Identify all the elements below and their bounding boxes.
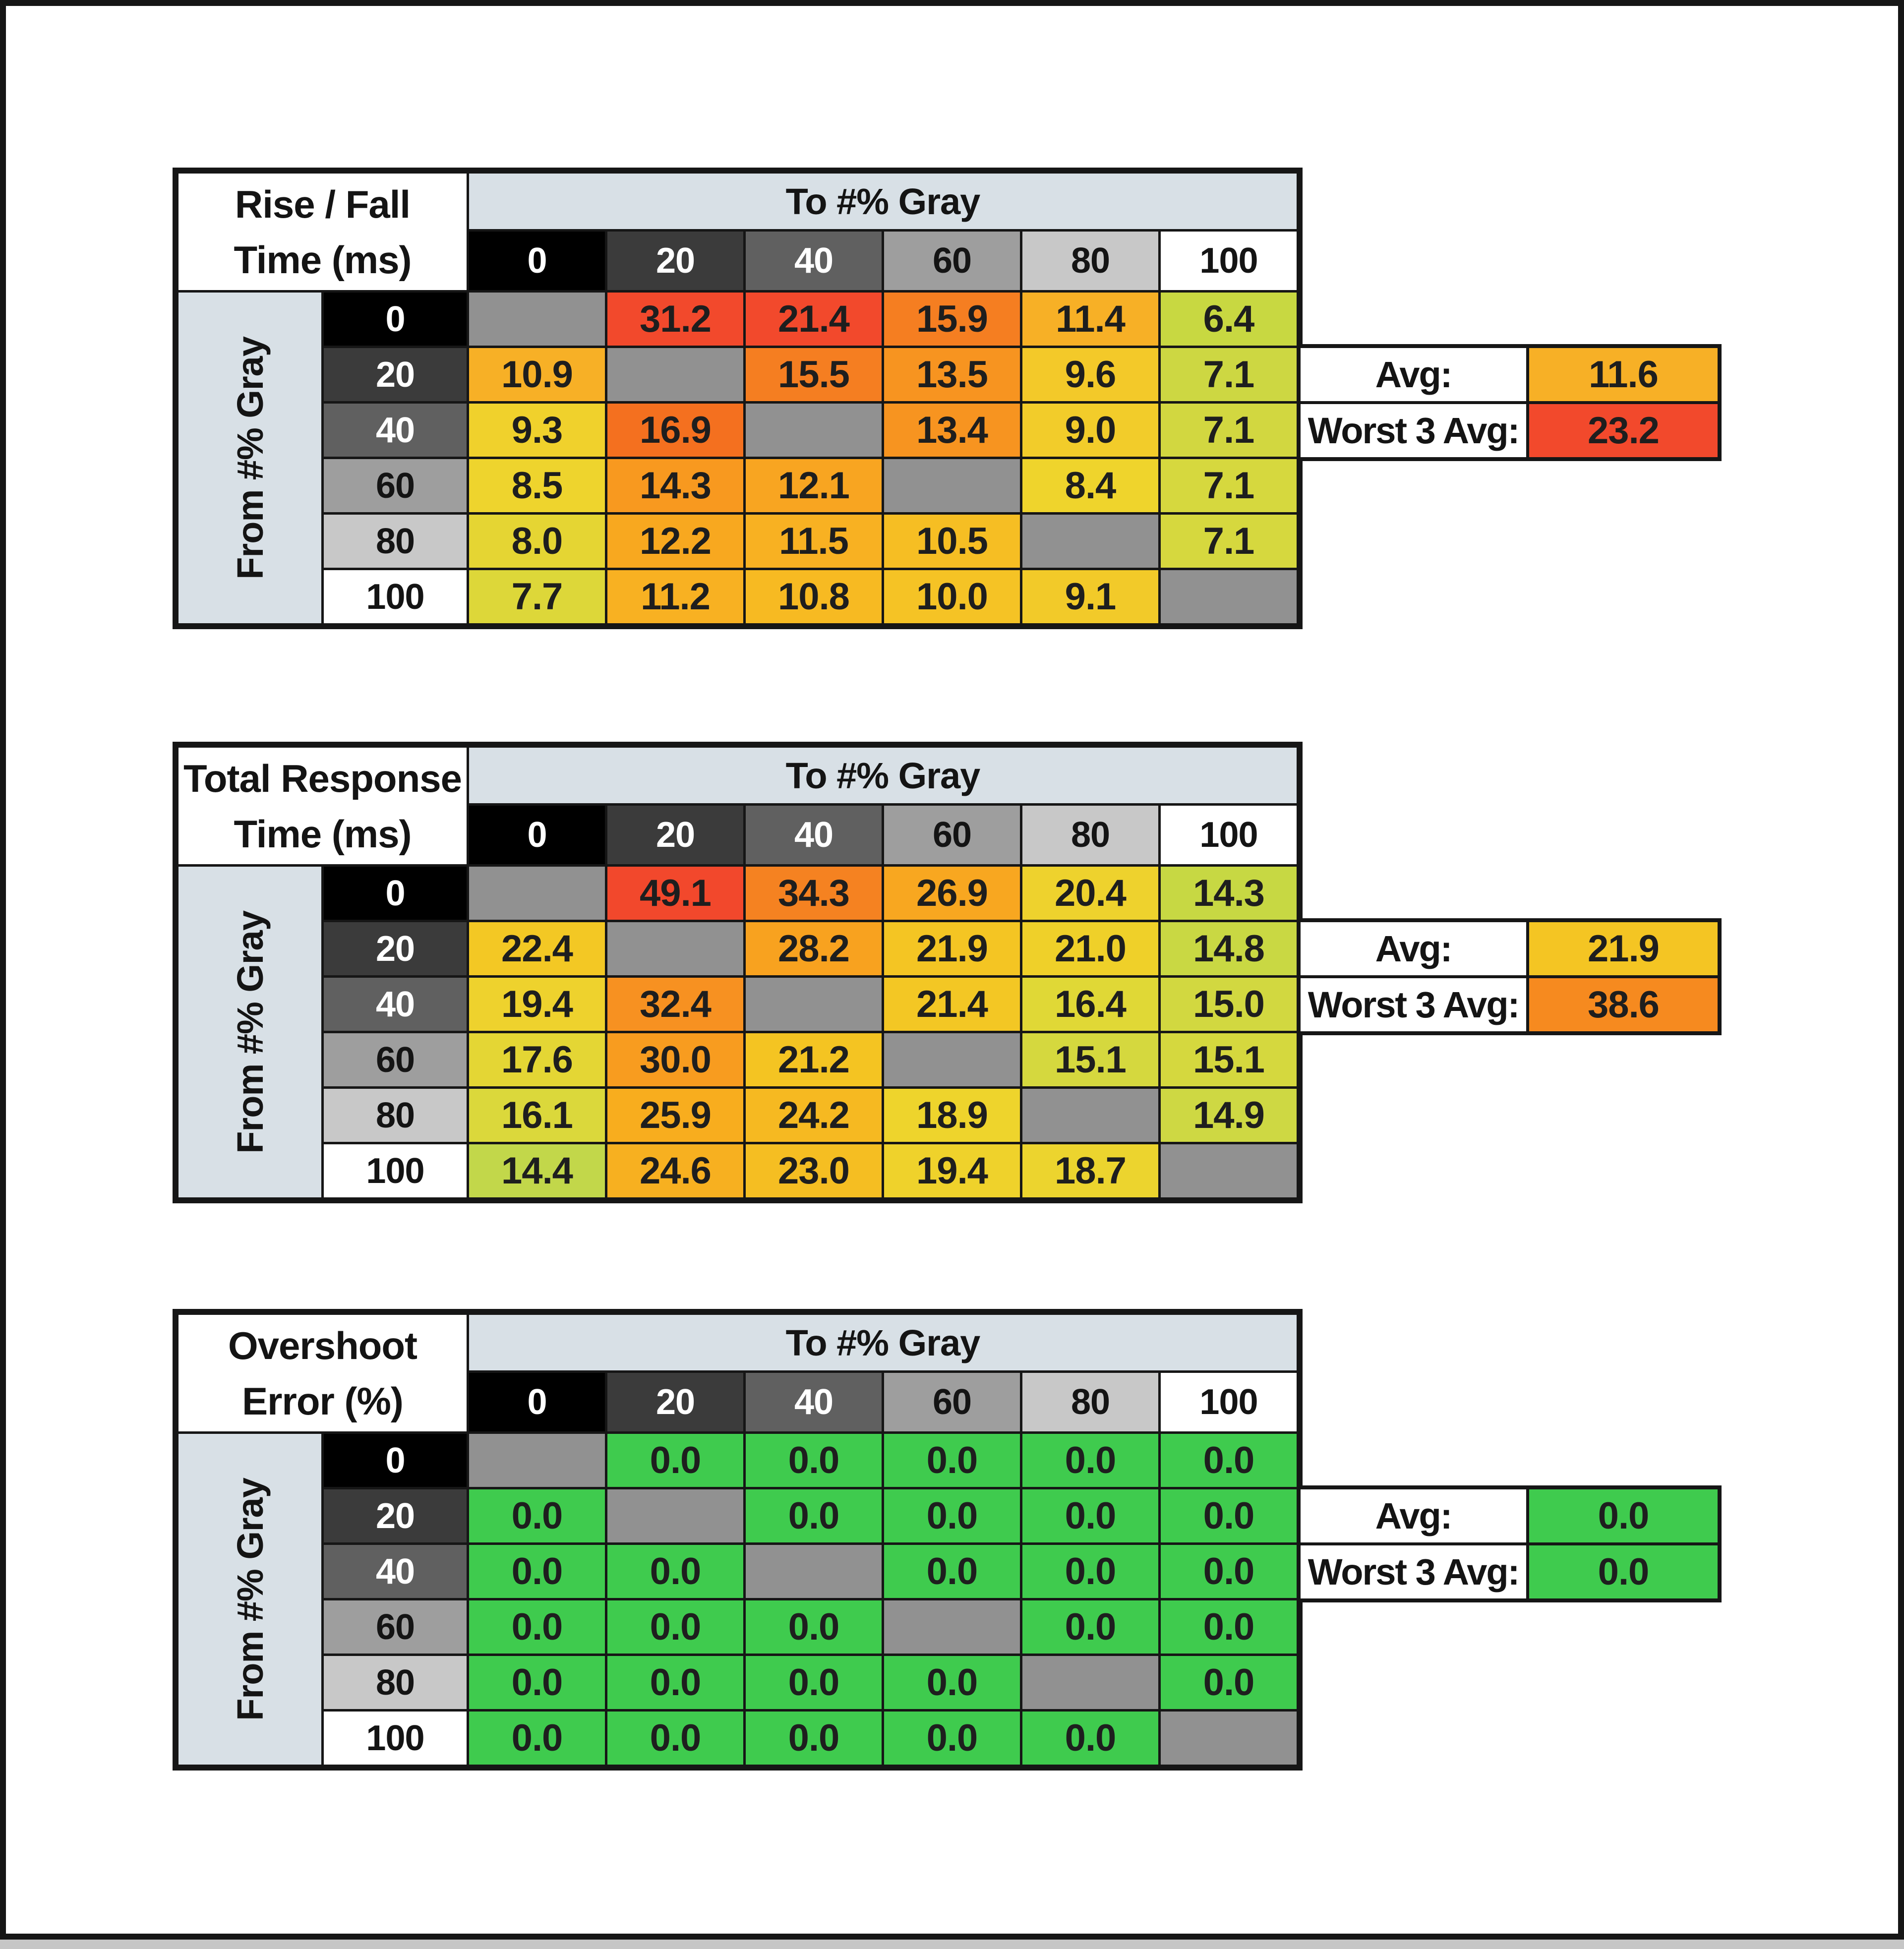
to-gray-swatch: 20	[607, 806, 743, 864]
to-gray-swatch: 100	[1161, 1373, 1297, 1431]
data-cell: 15.1	[1022, 1033, 1158, 1086]
to-gray-swatch: 0	[469, 806, 605, 864]
data-cell: 25.9	[607, 1089, 743, 1142]
data-cell: 21.9	[884, 922, 1020, 975]
data-cell: 8.5	[469, 459, 605, 512]
diagonal-cell	[607, 922, 743, 975]
table-title-line2: Time (ms)	[234, 812, 412, 856]
data-cell: 0.0	[607, 1600, 743, 1654]
diagonal-cell	[884, 1600, 1020, 1654]
worst3-avg-value: 0.0	[1529, 1545, 1718, 1598]
avg-summary-box	[1297, 344, 1722, 461]
from-gray-swatch: 100	[324, 570, 467, 623]
data-cell: 8.4	[1022, 459, 1158, 512]
data-cell: 15.1	[1161, 1033, 1297, 1086]
diagonal-cell	[1022, 1656, 1158, 1709]
from-gray-swatch: 40	[324, 1545, 467, 1598]
to-gray-swatch: 60	[884, 806, 1020, 864]
diagonal-cell	[746, 978, 882, 1031]
data-cell: 0.0	[884, 1712, 1020, 1765]
diagonal-cell	[607, 348, 743, 401]
rise-fall-time-table	[173, 168, 1659, 629]
avg-value: 11.6	[1529, 348, 1718, 401]
data-cell: 11.5	[746, 515, 882, 568]
data-cell: 0.0	[469, 1656, 605, 1709]
avg-label: Avg:	[1301, 922, 1526, 975]
to-gray-swatch: 40	[746, 1373, 882, 1431]
to-gray-swatch: 80	[1022, 1373, 1158, 1431]
diagonal-cell	[746, 1545, 882, 1598]
data-cell: 0.0	[1022, 1434, 1158, 1487]
data-cell: 0.0	[746, 1712, 882, 1765]
from-gray-header-text: From #% Gray	[229, 336, 271, 580]
diagonal-cell	[469, 867, 605, 920]
data-cell: 7.1	[1161, 459, 1297, 512]
data-cell: 7.1	[1161, 348, 1297, 401]
data-cell: 0.0	[1022, 1545, 1158, 1598]
data-cell: 19.4	[884, 1144, 1020, 1197]
from-gray-swatch: 60	[324, 1033, 467, 1086]
data-cell: 10.0	[884, 570, 1020, 623]
from-gray-swatch: 40	[324, 978, 467, 1031]
from-gray-swatch: 0	[324, 293, 467, 346]
to-gray-header: To #% Gray	[469, 1315, 1297, 1370]
data-cell: 8.0	[469, 515, 605, 568]
data-cell: 16.9	[607, 404, 743, 457]
from-gray-swatch: 100	[324, 1712, 467, 1765]
to-gray-swatch: 80	[1022, 806, 1158, 864]
from-gray-header	[178, 293, 321, 623]
data-cell: 0.0	[1022, 1712, 1158, 1765]
data-cell: 0.0	[469, 1600, 605, 1654]
from-gray-swatch: 100	[324, 1144, 467, 1197]
data-cell: 0.0	[1022, 1489, 1158, 1542]
from-gray-swatch: 60	[324, 1600, 467, 1654]
data-cell: 0.0	[1161, 1489, 1297, 1542]
data-cell: 21.0	[1022, 922, 1158, 975]
data-cell: 0.0	[607, 1545, 743, 1598]
from-gray-swatch: 0	[324, 1434, 467, 1487]
data-cell: 0.0	[746, 1434, 882, 1487]
table-title	[178, 1315, 467, 1431]
data-cell: 14.3	[607, 459, 743, 512]
data-cell: 49.1	[607, 867, 743, 920]
data-cell: 11.2	[607, 570, 743, 623]
total-response-time-table	[173, 742, 1659, 1203]
worst3-avg-value: 23.2	[1529, 404, 1718, 457]
data-cell: 16.1	[469, 1089, 605, 1142]
data-cell: 15.0	[1161, 978, 1297, 1031]
data-cell: 0.0	[884, 1489, 1020, 1542]
data-cell: 6.4	[1161, 293, 1297, 346]
data-cell: 21.4	[746, 293, 882, 346]
data-cell: 24.2	[746, 1089, 882, 1142]
from-gray-swatch: 80	[324, 1656, 467, 1709]
from-gray-swatch: 20	[324, 348, 467, 401]
data-cell: 0.0	[746, 1656, 882, 1709]
from-gray-header	[178, 867, 321, 1197]
data-cell: 13.5	[884, 348, 1020, 401]
data-cell: 7.1	[1161, 515, 1297, 568]
diagonal-cell	[607, 1489, 743, 1542]
table-title-line1: Total Response	[183, 756, 462, 800]
from-gray-swatch: 20	[324, 1489, 467, 1542]
data-cell: 23.0	[746, 1144, 882, 1197]
diagonal-cell	[1022, 515, 1158, 568]
table-title-line1: Rise / Fall	[235, 182, 411, 226]
avg-value: 0.0	[1529, 1489, 1718, 1542]
data-cell: 21.2	[746, 1033, 882, 1086]
data-cell: 12.1	[746, 459, 882, 512]
data-cell: 21.4	[884, 978, 1020, 1031]
data-cell: 14.4	[469, 1144, 605, 1197]
data-cell: 19.4	[469, 978, 605, 1031]
data-cell: 0.0	[884, 1656, 1020, 1709]
from-gray-header-text: From #% Gray	[229, 910, 271, 1154]
to-gray-swatch: 60	[884, 1373, 1020, 1431]
data-cell: 0.0	[1161, 1434, 1297, 1487]
data-cell: 9.0	[1022, 404, 1158, 457]
diagonal-cell	[1022, 1089, 1158, 1142]
data-cell: 14.3	[1161, 867, 1297, 920]
worst3-avg-label: Worst 3 Avg:	[1301, 1545, 1526, 1598]
data-cell: 31.2	[607, 293, 743, 346]
diagonal-cell	[884, 459, 1020, 512]
diagonal-cell	[469, 1434, 605, 1487]
from-gray-swatch: 80	[324, 515, 467, 568]
diagonal-cell	[1161, 1712, 1297, 1765]
data-cell: 0.0	[469, 1489, 605, 1542]
avg-label: Avg:	[1301, 1489, 1526, 1542]
data-cell: 22.4	[469, 922, 605, 975]
from-gray-swatch: 60	[324, 459, 467, 512]
to-gray-swatch: 100	[1161, 232, 1297, 290]
data-cell: 28.2	[746, 922, 882, 975]
data-cell: 32.4	[607, 978, 743, 1031]
data-cell: 24.6	[607, 1144, 743, 1197]
to-gray-swatch: 100	[1161, 806, 1297, 864]
from-gray-swatch: 0	[324, 867, 467, 920]
to-gray-swatch: 60	[884, 232, 1020, 290]
to-gray-header: To #% Gray	[469, 174, 1297, 229]
data-cell: 0.0	[469, 1712, 605, 1765]
table-title-line1: Overshoot	[228, 1323, 417, 1367]
to-gray-swatch: 40	[746, 232, 882, 290]
data-cell: 12.2	[607, 515, 743, 568]
data-cell: 0.0	[1161, 1545, 1297, 1598]
from-gray-swatch: 40	[324, 404, 467, 457]
table-title	[178, 748, 467, 864]
data-cell: 10.5	[884, 515, 1020, 568]
data-cell: 30.0	[607, 1033, 743, 1086]
from-gray-header	[178, 1434, 321, 1765]
window-bottom-strip	[0, 1940, 1904, 1949]
avg-value: 21.9	[1529, 922, 1718, 975]
to-gray-swatch: 80	[1022, 232, 1158, 290]
data-cell: 0.0	[884, 1545, 1020, 1598]
to-gray-swatch: 20	[607, 232, 743, 290]
data-cell: 16.4	[1022, 978, 1158, 1031]
overshoot-error-table	[173, 1309, 1649, 1771]
data-cell: 13.4	[884, 404, 1020, 457]
avg-summary-box	[1297, 918, 1722, 1035]
data-cell: 0.0	[746, 1600, 882, 1654]
data-cell: 9.1	[1022, 570, 1158, 623]
avg-label: Avg:	[1301, 348, 1526, 401]
data-cell: 26.9	[884, 867, 1020, 920]
table-title	[178, 174, 467, 290]
to-gray-swatch: 0	[469, 232, 605, 290]
data-cell: 7.7	[469, 570, 605, 623]
data-cell: 0.0	[607, 1712, 743, 1765]
to-gray-swatch: 20	[607, 1373, 743, 1431]
avg-summary-box	[1297, 1485, 1722, 1602]
table-title-line2: Time (ms)	[234, 237, 412, 282]
to-gray-swatch: 40	[746, 806, 882, 864]
data-cell: 17.6	[469, 1033, 605, 1086]
data-cell: 15.5	[746, 348, 882, 401]
diagonal-cell	[469, 293, 605, 346]
worst3-avg-label: Worst 3 Avg:	[1301, 404, 1526, 457]
table-title-line2: Error (%)	[242, 1379, 403, 1423]
worst3-avg-value: 38.6	[1529, 978, 1718, 1031]
data-cell: 10.9	[469, 348, 605, 401]
to-gray-swatch: 0	[469, 1373, 605, 1431]
data-cell: 9.6	[1022, 348, 1158, 401]
from-gray-swatch: 80	[324, 1089, 467, 1142]
data-cell: 15.9	[884, 293, 1020, 346]
data-cell: 0.0	[607, 1434, 743, 1487]
data-cell: 0.0	[469, 1545, 605, 1598]
diagonal-cell	[1161, 570, 1297, 623]
worst3-avg-label: Worst 3 Avg:	[1301, 978, 1526, 1031]
data-cell: 10.8	[746, 570, 882, 623]
data-cell: 18.9	[884, 1089, 1020, 1142]
to-gray-header: To #% Gray	[469, 748, 1297, 803]
data-cell: 0.0	[884, 1434, 1020, 1487]
data-cell: 14.9	[1161, 1089, 1297, 1142]
data-cell: 9.3	[469, 404, 605, 457]
data-cell: 0.0	[1161, 1656, 1297, 1709]
data-cell: 18.7	[1022, 1144, 1158, 1197]
diagonal-cell	[1161, 1144, 1297, 1197]
data-cell: 0.0	[746, 1489, 882, 1542]
data-cell: 11.4	[1022, 293, 1158, 346]
data-cell: 0.0	[1161, 1600, 1297, 1654]
data-cell: 0.0	[607, 1656, 743, 1709]
data-cell: 14.8	[1161, 922, 1297, 975]
diagonal-cell	[884, 1033, 1020, 1086]
diagonal-cell	[746, 404, 882, 457]
data-cell: 20.4	[1022, 867, 1158, 920]
from-gray-header-text: From #% Gray	[229, 1477, 271, 1721]
data-cell: 7.1	[1161, 404, 1297, 457]
data-cell: 0.0	[1022, 1600, 1158, 1654]
data-cell: 34.3	[746, 867, 882, 920]
from-gray-swatch: 20	[324, 922, 467, 975]
